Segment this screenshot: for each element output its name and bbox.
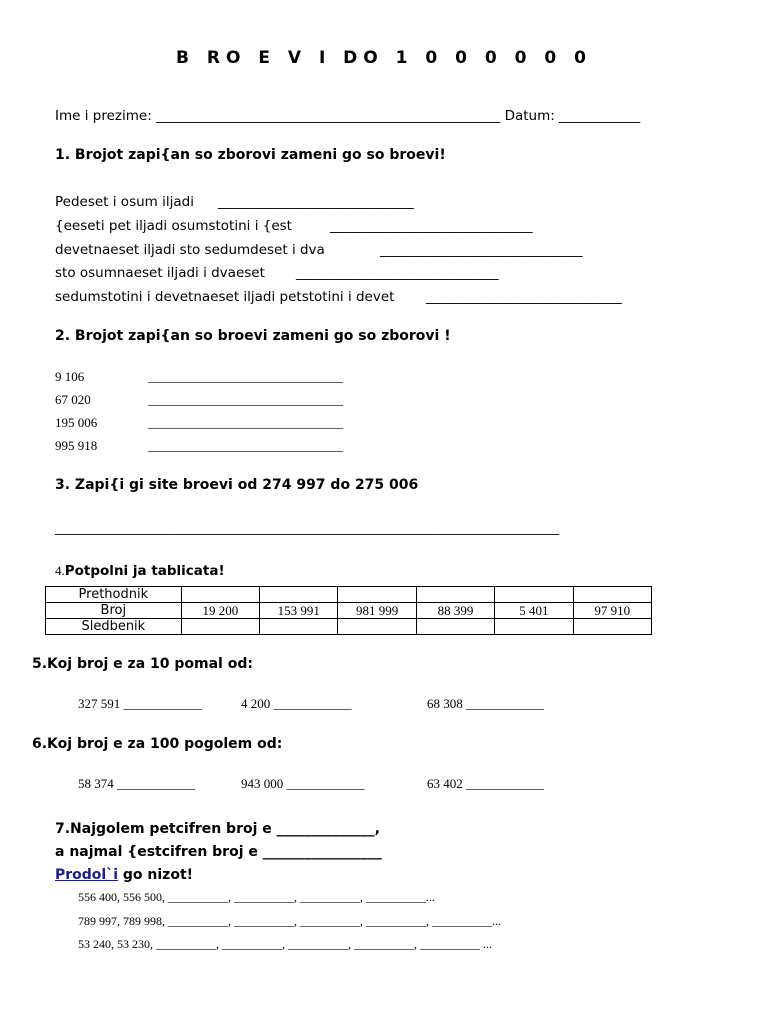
sequence-line[interactable]: 556 400, 556 500, __________, __________, __________, __________...: [78, 890, 435, 904]
task2-number: 195 006: [55, 415, 98, 430]
table-cell-blank[interactable]: [573, 619, 651, 635]
task6-blank[interactable]: ____________: [117, 776, 195, 791]
task5-item: [78, 696, 202, 712]
row-label: Prethodnik: [46, 587, 182, 603]
table-cell-value: 5 401: [495, 603, 573, 619]
table-cell-blank[interactable]: [495, 619, 573, 635]
task7-line2-blank[interactable]: _________________: [262, 844, 382, 860]
task6-blank[interactable]: ____________: [286, 776, 365, 791]
date-blank[interactable]: ____________: [559, 108, 641, 124]
continue-link[interactable]: Prodol`i: [55, 867, 119, 883]
task5-blank[interactable]: ____________: [466, 696, 544, 711]
date-label: Datum:: [504, 108, 555, 124]
task1-item-text: {eeseti pet iljadi osumstotini i {est: [55, 218, 292, 234]
table-cell-blank[interactable]: [338, 587, 416, 603]
task1-item-blank[interactable]: ______________________________: [330, 218, 533, 234]
task1-item-blank[interactable]: _____________________________: [218, 194, 414, 210]
task1-item-text: sedumstotini i devetnaeset iljadi petstotini i devet: [55, 289, 395, 305]
name-line: [55, 108, 640, 124]
task3-blank[interactable]: __________________________________________________________________________________: [55, 521, 560, 535]
task4-heading: [55, 563, 225, 579]
task3-heading: 3. Zapi{i gi site broevi od 274 997 do 275 006: [55, 477, 419, 493]
task4-number: 4.: [55, 563, 65, 578]
task2-blank[interactable]: ______________________________: [148, 415, 343, 430]
sequence-line[interactable]: 789 997, 789 998, __________, __________, __________, __________, __________...: [78, 914, 501, 928]
task2-blank[interactable]: ______________________________: [148, 369, 343, 384]
task5-item: [241, 696, 352, 712]
table-row-sledbenik: [46, 619, 652, 635]
table-cell-blank[interactable]: [573, 587, 651, 603]
task5-blank[interactable]: ____________: [273, 696, 352, 711]
table-cell-blank[interactable]: [260, 619, 338, 635]
task7-line2-text: a najmal {estcifren broj e: [55, 844, 258, 860]
task6-number: 943 000: [241, 776, 284, 791]
task5-blank[interactable]: ____________: [123, 696, 202, 711]
table-cell-blank[interactable]: [416, 619, 494, 635]
task6-item: [78, 776, 195, 792]
task7-continue: [55, 867, 193, 883]
table-cell-value: 88 399: [416, 603, 494, 619]
task5-number: 68 308: [427, 696, 463, 711]
task6-blank[interactable]: ____________: [466, 776, 544, 791]
task2-blank[interactable]: ______________________________: [148, 392, 343, 407]
table-cell-value: 19 200: [181, 603, 259, 619]
table-cell-blank[interactable]: [181, 587, 259, 603]
task7-line2: [55, 844, 382, 860]
task7-line1-text: 7.Najgolem petcifren broj e: [55, 821, 272, 837]
task4-table: [45, 586, 652, 635]
task1-item-blank[interactable]: _____________________________: [426, 289, 622, 305]
task1-heading: 1. Brojot zapi{an so zborovi zameni go so broevi!: [55, 147, 446, 163]
task7-line1-blank[interactable]: ______________,: [276, 821, 380, 837]
table-cell-blank[interactable]: [416, 587, 494, 603]
task2-number: 995 918: [55, 438, 98, 453]
name-label: Ime i prezime:: [55, 108, 152, 124]
task5-number: 4 200: [241, 696, 271, 711]
table-cell-value: 153 991: [260, 603, 338, 619]
continue-rest: go nizot!: [118, 867, 194, 883]
table-cell-value: 97 910: [573, 603, 651, 619]
sequence-line[interactable]: 53 240, 53 230, __________, __________, __________, __________, __________ ...: [78, 937, 492, 951]
task1-item-blank[interactable]: ______________________________: [296, 265, 499, 281]
table-cell-blank[interactable]: [495, 587, 573, 603]
task1-item-text: sto osumnaeset iljadi i dvaeset: [55, 265, 265, 281]
task5-heading: 5.Koj broj e za 10 pomal od:: [32, 656, 253, 672]
task1-item-blank[interactable]: ______________________________: [380, 242, 583, 258]
task6-heading: 6.Koj broj e za 100 pogolem od:: [32, 736, 283, 752]
task5-number: 327 591: [78, 696, 121, 711]
task6-item: [241, 776, 365, 792]
table-cell-blank[interactable]: [181, 619, 259, 635]
table-row-prethodnik: [46, 587, 652, 603]
task1-item-text: devetnaeset iljadi sto sedumdeset i dva: [55, 242, 325, 258]
task6-item: [427, 776, 544, 792]
task4-heading-text: Potpolni ja tablicata!: [64, 563, 225, 579]
table-cell-value: 981 999: [338, 603, 416, 619]
task5-item: [427, 696, 544, 712]
name-blank[interactable]: ___________________________________________________: [156, 108, 501, 124]
task2-number: 9 106: [55, 369, 85, 384]
task2-number: 67 020: [55, 392, 91, 407]
task2-heading: 2. Brojot zapi{an so broevi zameni go so zborovi !: [55, 328, 451, 344]
task7-line1: [55, 821, 380, 837]
page-title: B RO E V I DO 1 0 0 0 0 0 0: [176, 48, 592, 68]
task6-number: 58 374: [78, 776, 114, 791]
task2-blank[interactable]: ______________________________: [148, 438, 343, 453]
row-label: Sledbenik: [46, 619, 182, 635]
row-label: Broj: [46, 603, 182, 619]
table-row-broj: [46, 603, 652, 619]
table-cell-blank[interactable]: [338, 619, 416, 635]
task1-item-text: Pedeset i osum iljadi: [55, 194, 194, 210]
task6-number: 63 402: [427, 776, 463, 791]
table-cell-blank[interactable]: [260, 587, 338, 603]
